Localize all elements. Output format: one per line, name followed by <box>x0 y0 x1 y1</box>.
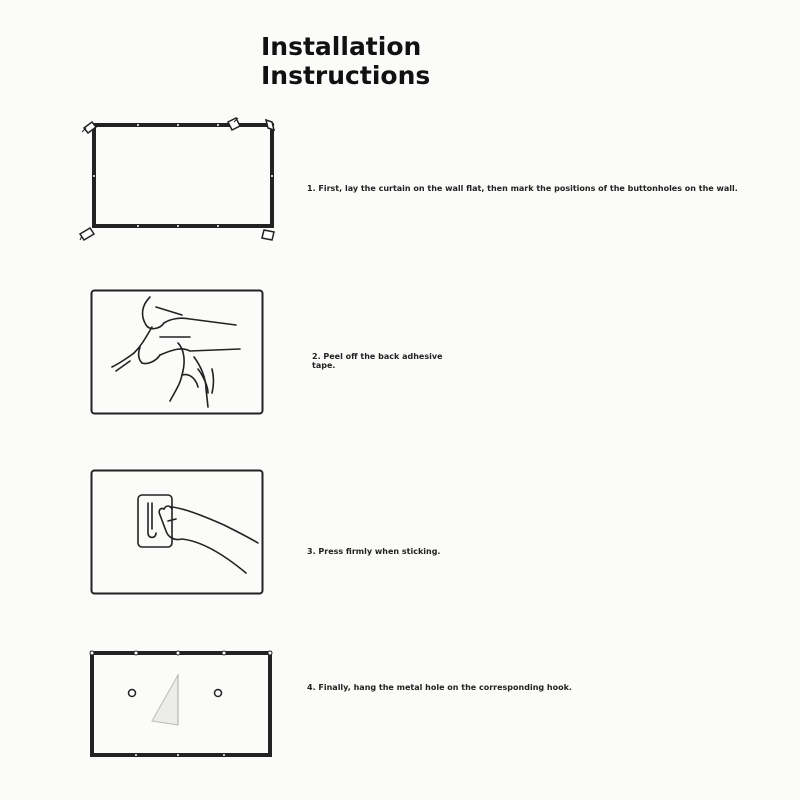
hang-curtain-on-hook-icon <box>86 645 276 763</box>
page-title <box>261 32 430 90</box>
title-line-1: Installation <box>261 32 422 61</box>
step-4-text: 4. Finally, hang the metal hole on the corresponding hook. <box>307 683 572 692</box>
peel-adhesive-hand-icon <box>90 289 264 415</box>
step-2-text-line-1: 2. Peel off the back adhesive <box>312 352 443 361</box>
step-3-text: 3. Press firmly when sticking. <box>307 547 441 556</box>
step-2-text <box>312 352 472 370</box>
step-2-text-line-2: tape. <box>312 361 336 370</box>
step-1-text: 1. First, lay the curtain on the wall flat, then mark the positions of the buttonholes on the wall. <box>307 184 738 193</box>
curtain-with-corner-ties-icon <box>78 116 284 244</box>
press-hook-finger-icon <box>90 469 264 595</box>
title-line-2: Instructions <box>261 61 431 90</box>
